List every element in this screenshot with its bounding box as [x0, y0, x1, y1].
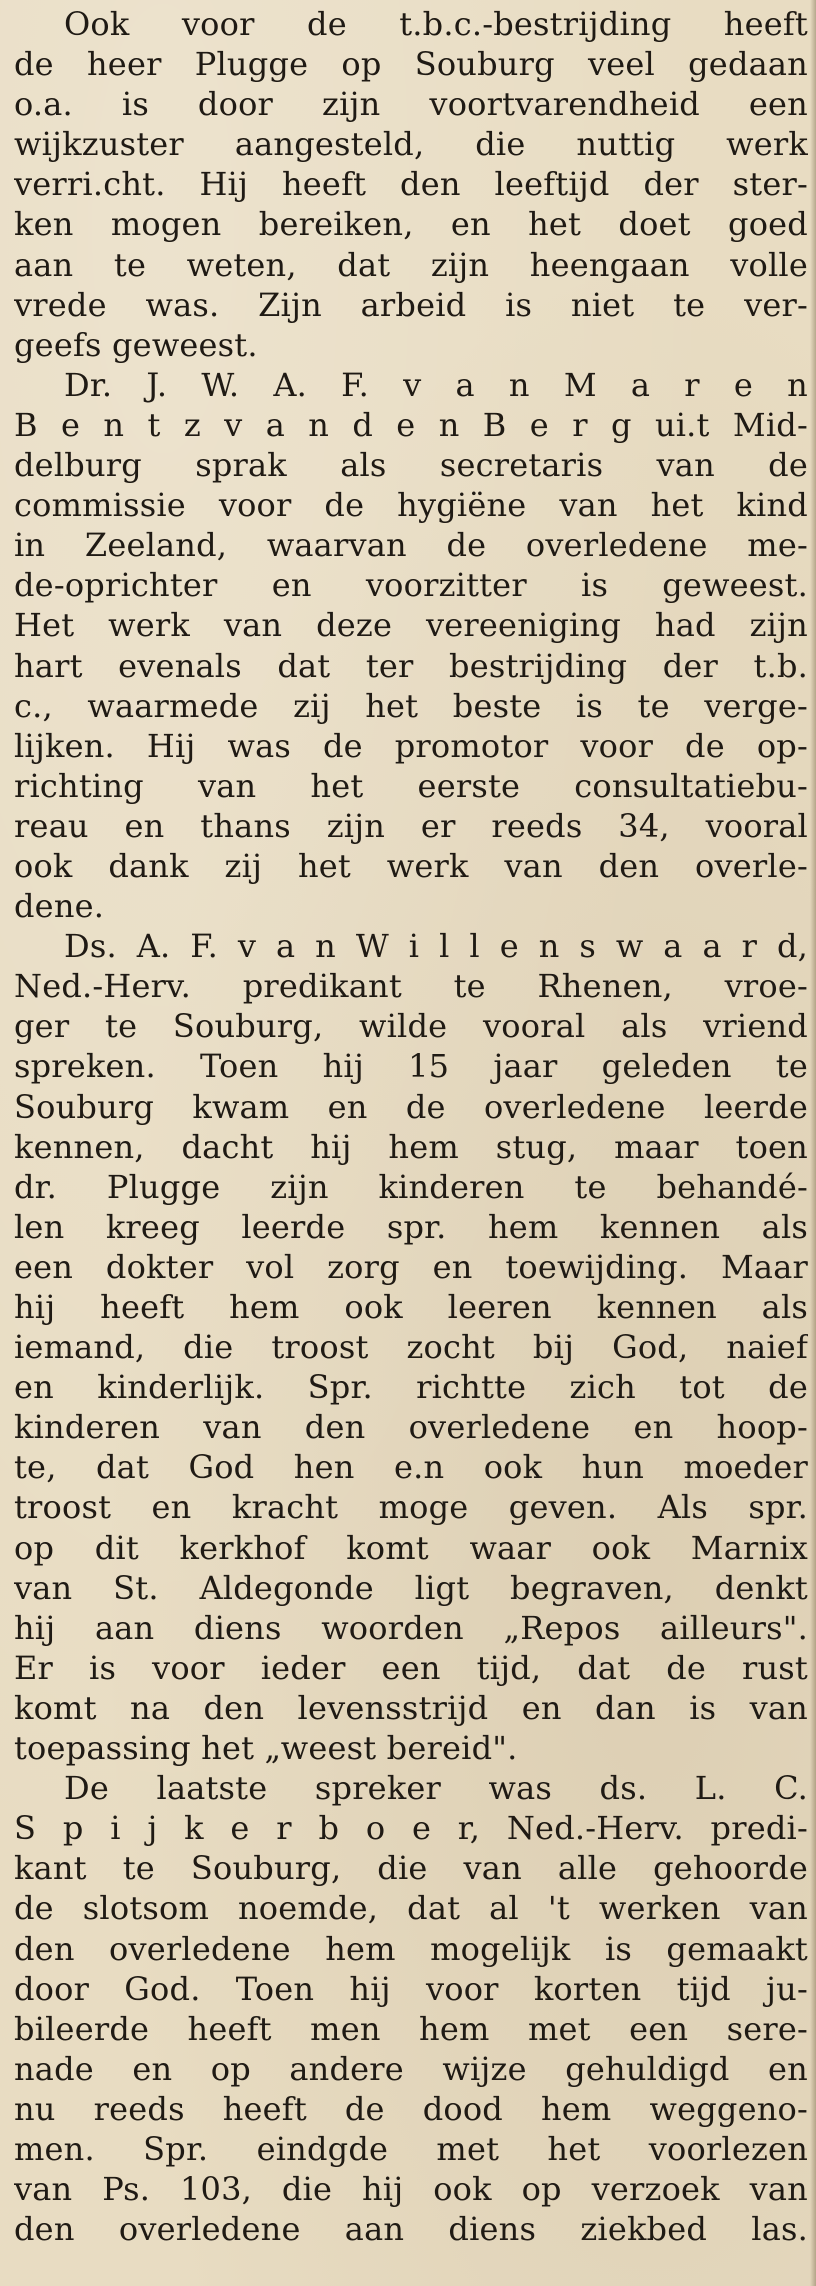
- article-line: c., waarmede zij het beste is te verge-: [14, 686, 808, 725]
- article-line: te, dat God hen e.n ook hun moeder: [14, 1448, 808, 1487]
- article-line: ger te Souburg, wilde vooral als vriend: [14, 1007, 808, 1046]
- article-line: nade en op andere wijze gehuldigd en: [14, 2049, 808, 2088]
- article-line: Ned.-Herv. predikant te Rhenen, vroe-: [14, 967, 808, 1006]
- article-line: en kinderlijk. Spr. richtte zich tot de: [14, 1368, 808, 1407]
- article-line: hij aan diens woorden „Repos ailleurs".: [14, 1608, 808, 1647]
- article-line: ken mogen bereiken, en het doet goed: [14, 205, 808, 244]
- article-line: aan te weten, dat zijn heengaan volle: [14, 245, 808, 284]
- article-line: Ds. A. F. v a n W i l l e n s w a a r d,: [64, 927, 808, 966]
- article-line: geefs geweest.: [14, 325, 258, 364]
- article-line: iemand, die troost zocht bij God, naief: [14, 1328, 808, 1367]
- article-line: kant te Souburg, die van alle gehoorde: [14, 1849, 808, 1888]
- article-line: men. Spr. eindgde met het voorlezen: [14, 2129, 808, 2168]
- article-line: van Ps. 103, die hij ook op verzoek van: [14, 2170, 808, 2209]
- article-line: troost en kracht moge geven. Als spr.: [14, 1488, 808, 1527]
- article-line: Souburg kwam en de overledene leerde: [14, 1087, 808, 1126]
- article-line: op dit kerkhof komt waar ook Marnix: [14, 1528, 808, 1567]
- article-line: de slotsom noemde, dat al 't werken van: [14, 1889, 808, 1928]
- article-line: B e n t z v a n d e n B e r g ui.t Mid-: [14, 405, 808, 444]
- article-line: den overledene aan diens ziekbed las.: [14, 2210, 808, 2249]
- article-line: Ook voor de t.b.c.-bestrijding heeft: [64, 5, 808, 43]
- article-line: hart evenals dat ter bestrijding der t.b.: [14, 646, 808, 685]
- article-line: Er is voor ieder een tijd, dat de rust: [14, 1648, 808, 1687]
- article-line: bileerde heeft men hem met een sere-: [14, 2009, 808, 2048]
- article-line: de-oprichter en voorzitter is geweest.: [14, 566, 808, 605]
- article-line: vrede was. Zijn arbeid is niet te ver-: [14, 285, 808, 324]
- page-edge-shadow: [810, 0, 816, 2286]
- article-line: lijken. Hij was de promotor voor de op-: [14, 726, 808, 765]
- article-line: S p i j k e r b o e r, Ned.-Herv. predi-: [14, 1809, 808, 1848]
- article-line: Het werk van deze vereeniging had zijn: [14, 606, 808, 645]
- article-line: kinderen van den overledene en hoop-: [14, 1408, 808, 1447]
- article-line: komt na den levensstrijd en dan is van: [14, 1688, 808, 1727]
- article-column: [14, 4, 808, 2249]
- article-line: hij heeft hem ook leeren kennen als: [14, 1288, 808, 1326]
- article-line: verri.cht. Hij heeft den leeftijd der ster-: [14, 165, 808, 204]
- article-line: De laatste spreker was ds. L. C.: [64, 1769, 808, 1808]
- article-line: wijkzuster aangesteld, die nuttig werk: [14, 125, 808, 164]
- article-line: len kreeg leerde spr. hem kennen als: [14, 1207, 808, 1246]
- article-line: in Zeeland, waarvan de overledene me-: [14, 526, 808, 565]
- article-line: ook dank zij het werk van den overle-: [14, 846, 808, 885]
- article-line: kennen, dacht hij hem stug, maar toen: [14, 1127, 808, 1166]
- article-line: reau en thans zijn er reeds 34, vooral: [14, 806, 808, 845]
- article-line: door God. Toen hij voor korten tijd ju-: [14, 1969, 808, 2008]
- article-line: delburg sprak als secretaris van de: [14, 446, 808, 485]
- article-line: dene.: [14, 887, 105, 926]
- article-line: Dr. J. W. A. F. v a n M a r e n: [64, 365, 808, 404]
- article-line: richting van het eerste consultatiebu-: [14, 766, 808, 805]
- article-line: een dokter vol zorg en toewijding. Maar: [14, 1247, 808, 1286]
- article-line: van St. Aldegonde ligt begraven, denkt: [14, 1568, 808, 1607]
- article-line: spreken. Toen hij 15 jaar geleden te: [14, 1047, 808, 1086]
- article-line: nu reeds heeft de dood hem weggeno-: [14, 2089, 808, 2128]
- article-line: commissie voor de hygiëne van het kind: [14, 486, 808, 525]
- article-line: de heer Plugge op Souburg veel gedaan: [14, 45, 808, 84]
- article-line: dr. Plugge zijn kinderen te behandé-: [14, 1167, 808, 1206]
- article-line: den overledene hem mogelijk is gemaakt: [14, 1929, 808, 1968]
- article-line: toepassing het „weest bereid".: [14, 1729, 518, 1768]
- article-line: o.a. is door zijn voortvarendheid een: [14, 85, 808, 124]
